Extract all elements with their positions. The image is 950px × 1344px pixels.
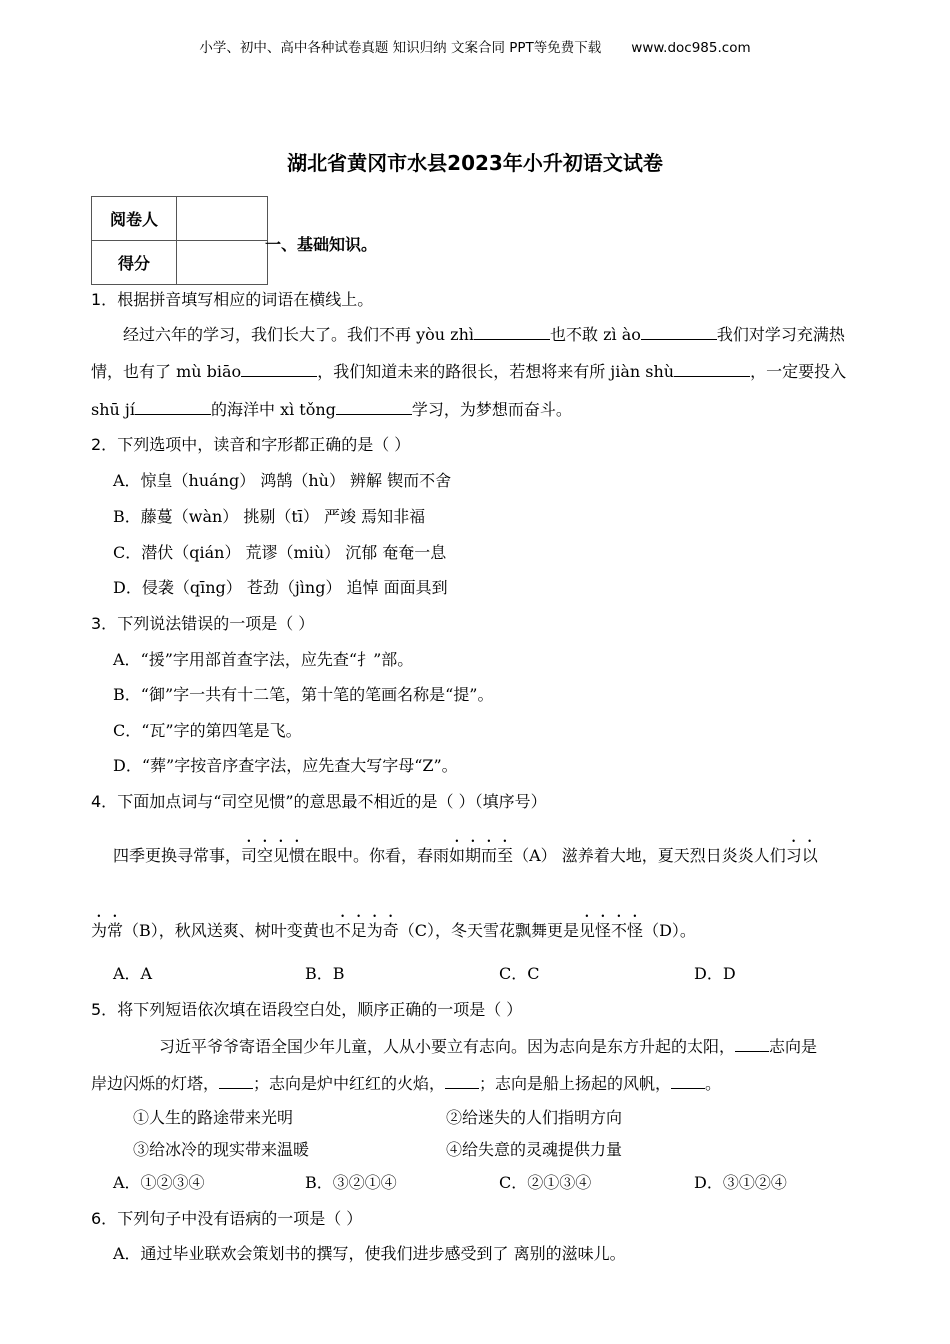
q2-option-b[interactable]: B．藤蔓（wàn） 挑剔（tī） 严竣 焉知非福	[113, 507, 426, 526]
q5-phrase-4: ④给失意的灵魂提供力量	[446, 1140, 623, 1159]
q5-blank-4[interactable]	[671, 1074, 705, 1089]
score-label: 得分	[92, 241, 177, 285]
q4-passage-line1	[113, 837, 818, 866]
q2-option-d[interactable]: D．侵袭（qīng） 苍劲（jìng） 追悼 面面具到	[113, 578, 448, 597]
q2-number: 2．	[91, 435, 118, 454]
page-title: 湖北省黄冈市水县2023年小升初语文试卷	[287, 151, 663, 175]
q5-text: ；志向是炉中红红的火焰，	[253, 1074, 446, 1093]
blank-2[interactable]	[641, 325, 717, 340]
question-2	[91, 432, 410, 455]
q5-phrase-2: ②给迷失的人们指明方向	[446, 1108, 623, 1127]
q4-option-a[interactable]: A．A	[113, 964, 153, 983]
blank-6[interactable]	[336, 400, 412, 415]
q3-option-b[interactable]: B．“御”字一共有十二笔，第十笔的笔画名称是“提”。	[113, 685, 494, 704]
q1-text: 的海洋中 xì tǒng	[210, 400, 336, 419]
q3-option-a[interactable]: A．“援”字用部首查字法，应先查“扌”部。	[113, 650, 414, 669]
dotted-word-a: 如期而至	[449, 846, 514, 865]
blank-3[interactable]	[241, 362, 317, 377]
question-3	[91, 611, 314, 634]
q6-stem: 下列句子中没有语病的一项是（ ）	[117, 1209, 363, 1228]
q1-stem: 根据拼音填写相应的词语在横线上。	[117, 290, 374, 309]
q1-line1	[123, 322, 845, 345]
q4-text: 在眼中。你看，春雨	[305, 846, 450, 865]
q2-option-c[interactable]: C．潜伏（qián） 荒谬（miù） 沉郁 奄奄一息	[113, 543, 447, 562]
q3-option-c[interactable]: C．“瓦”字的第四笔是飞。	[113, 721, 302, 740]
q5-option-b[interactable]: B．③②①④	[305, 1173, 397, 1192]
q5-text: 志向是	[769, 1037, 818, 1056]
q5-phrase-3: ③给冰冷的现实带来温暖	[133, 1140, 310, 1159]
q4-passage-line2	[91, 912, 696, 941]
q1-text: shū jí	[91, 400, 135, 419]
dotted-word-b-part2: 为常	[91, 921, 124, 940]
page-header	[0, 36, 950, 56]
q1-text: ，我们知道未来的路很长，若想将来有所 jiàn shù	[317, 362, 675, 381]
q5-stem: 将下列短语依次填在语段空白处，顺序正确的一项是（ ）	[117, 1000, 523, 1019]
q5-option-c[interactable]: C．②①③④	[499, 1173, 592, 1192]
q1-number: 1．	[91, 290, 118, 309]
q5-blank-3[interactable]	[445, 1074, 479, 1089]
question-6	[91, 1206, 362, 1229]
q5-blank-2[interactable]	[219, 1074, 253, 1089]
q5-passage-line1	[159, 1034, 817, 1057]
q4-stem: 下面加点词与“司空见惯”的意思最不相近的是（ ）（填序号）	[117, 792, 547, 811]
q3-number: 3．	[91, 614, 118, 633]
q5-text: 岸边闪烁的灯塔，	[91, 1074, 220, 1093]
dotted-word: 司空见惯	[241, 846, 306, 865]
blank-5[interactable]	[135, 400, 211, 415]
q1-text: 学习，为梦想而奋斗。	[411, 400, 572, 419]
q6-option-a[interactable]: A．通过毕业联欢会策划书的撰写，使我们进步感受到了 离别的滋味儿。	[113, 1244, 626, 1263]
header-text: 小学、初中、高中各种试卷真题 知识归纳 文案合同 PPT等免费下载	[199, 40, 602, 56]
q5-blank-1[interactable]	[735, 1037, 769, 1052]
q4-text: （A） 滋养着大地，夏天烈日炎炎人们	[513, 846, 786, 865]
q4-option-d[interactable]: D．D	[694, 964, 736, 983]
q5-phrase-1: ①人生的路途带来光明	[133, 1108, 294, 1127]
q5-passage-line2	[91, 1071, 721, 1094]
q3-stem: 下列说法错误的一项是（ ）	[117, 614, 315, 633]
q5-option-d[interactable]: D．③①②④	[694, 1173, 787, 1192]
reviewer-cell[interactable]	[177, 197, 268, 241]
q4-text: 四季更换寻常事，	[113, 846, 242, 865]
q4-option-c[interactable]: C．C	[499, 964, 540, 983]
q2-option-a[interactable]: A．惊皇（huáng） 鸿鹄（hù） 辨解 锲而不舍	[113, 471, 452, 490]
score-cell[interactable]	[177, 241, 268, 285]
reviewer-label: 阅卷人	[92, 197, 177, 241]
q5-text: ；志向是船上扬起的风帆，	[479, 1074, 672, 1093]
question-4	[91, 789, 547, 812]
q6-number: 6．	[91, 1209, 118, 1228]
q5-text: 习近平爷爷寄语全国少年儿童，人从小要立有志向。因为志向是东方升起的太阳，	[159, 1037, 736, 1056]
header-site[interactable]: www.doc985.com	[631, 40, 751, 56]
q1-text: 也不敢 zì ào	[550, 325, 641, 344]
question-1	[91, 287, 373, 310]
q5-text: 。	[705, 1074, 722, 1093]
q4-text: （B），秋风送爽、树叶变黄也	[123, 921, 335, 940]
q4-option-b[interactable]: B．B	[305, 964, 345, 983]
q1-line3	[91, 397, 572, 420]
q1-line2	[91, 359, 846, 382]
blank-4[interactable]	[674, 362, 750, 377]
score-table	[91, 196, 268, 285]
q4-number: 4．	[91, 792, 118, 811]
q2-stem: 下列选项中，读音和字形都正确的是（ ）	[117, 435, 411, 454]
q1-text: 我们对学习充满热	[716, 325, 845, 344]
q1-text: 经过六年的学习，我们长大了。我们不再 yòu zhì	[123, 325, 475, 344]
q1-text: 情，也有了 mù biāo	[91, 362, 242, 381]
blank-1[interactable]	[474, 325, 550, 340]
q1-text: ，一定要投入	[750, 362, 847, 381]
q5-option-a[interactable]: A．①②③④	[113, 1173, 205, 1192]
q4-text: （C），冬天雪花飘舞更是	[398, 921, 580, 940]
section-heading: 一、基础知识。	[265, 235, 378, 254]
dotted-word-d: 见怪不怪	[579, 921, 644, 940]
q5-number: 5．	[91, 1000, 118, 1019]
question-5	[91, 997, 522, 1020]
dotted-word-b-part1: 习以	[785, 846, 818, 865]
dotted-word-c: 不足为奇	[334, 921, 399, 940]
q3-option-d[interactable]: D．“葬”字按音序查字法，应先查大写字母“Z”。	[113, 756, 458, 775]
q4-text: （D）。	[643, 921, 696, 940]
